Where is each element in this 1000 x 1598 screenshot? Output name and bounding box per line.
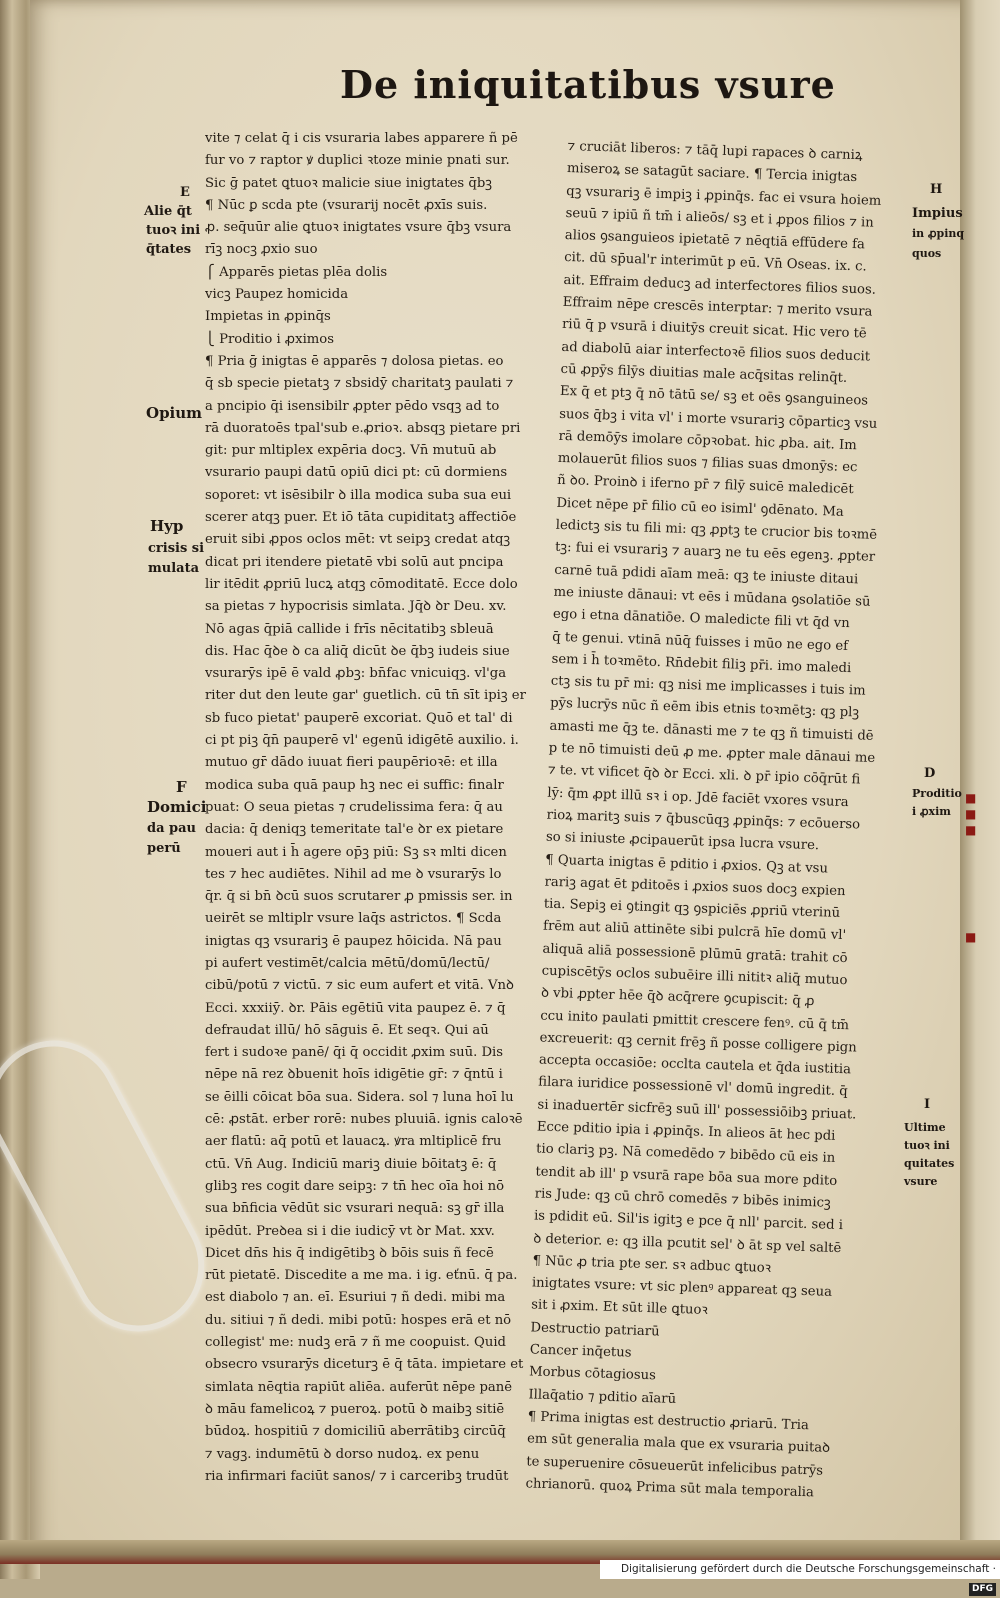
text-line: simlata nēqtia rapiūt aliēa. auferūt nēpe panē: [205, 1379, 513, 1395]
text-line: git: pur mltiplex expēria doc͏ꝫ. Vn̄ mutuū ab: [205, 443, 497, 459]
margin-note-in-ppinq: in ꝓpinq: [912, 227, 965, 240]
margin-note-f: F: [176, 778, 187, 796]
text-line: scerer atq͏ꝫ puer. Et iō tāta cupiditat͏ꝫ affectiōe: [205, 510, 517, 526]
text-line: molauerūt filios suos ⁊ filias suas dmonȳs: ec: [557, 451, 858, 476]
text-line: ad diabolū aiar interfectoꝛē filios suos deducit: [561, 339, 871, 365]
text-line: tendit ab ill' p vsurā rape bōa sua more pdito: [535, 1164, 838, 1189]
margin-note-i-pxim: i ꝓxim: [912, 805, 951, 818]
margin-note-domici: Domici: [147, 798, 207, 816]
footer-text: Digitalisierung gefördert durch die Deutsche Forschungsgemeinschaft ·: [620, 1563, 996, 1575]
text-line: Morbus cōtagiosus: [528, 1364, 657, 1384]
text-line: glib͏ꝫ res cogit dare seip͏ꝫ: ⁊ tn̄ hec oīa hoi nō: [205, 1178, 505, 1194]
text-line: cupiscētȳs oclos subuēire illi nititꝛ aliq̄ mutuo: [541, 963, 848, 989]
margin-note-hyp: Hyp: [150, 517, 184, 535]
text-line: p te nō timuisti deū ꝓ me. ꝓpter male dānaui me: [548, 740, 876, 766]
text-line: riū q̄ p vsurā i diuitȳs creuit sicat. Hic vero tē: [561, 317, 867, 342]
text-line: rā duoratoēs tpal'sub e.ꝓrioꝛ. absq͏ꝫ pietare pri: [205, 420, 521, 436]
text-line: defraudat illū/ hō sāguis ē. Et seqꝛ. Qui aū: [205, 1022, 489, 1038]
text-line: ¶ Nūc ꝓ tria pte ser. sꝛ adbuc ꝗtuoꝛ: [532, 1253, 772, 1276]
left-text-column: [205, 128, 560, 1488]
text-line: Nō agas q̄piā callide i frīs nēcitatib͏ꝫ sbleuā: [205, 621, 494, 637]
text-line: ipēdūt. Preꝺea si i die iudicȳ vt ꝺr Mat. xxv.: [205, 1223, 495, 1239]
text-line: q͏ꝫ vsurari͏ꝫ ē impi͏ꝫ i ꝓpinq̄s. fac ei vsura hoiem: [566, 183, 882, 209]
text-line: te superuenire cōsueuerūt infelicibus patrȳs: [526, 1453, 824, 1479]
text-line: eruit sibi ꝓpos oclos mēt: vt seip͏ꝫ credat atq͏ꝫ: [205, 532, 511, 548]
page-title: De iniquitatibus vsure: [340, 62, 836, 107]
text-line: Effraim nēpe crescēs interptar: ⁊ merito vsura: [562, 294, 873, 320]
text-line: ueirēt se mltiplr vsure laq̄s astrictos. ¶ Scda: [205, 911, 502, 927]
text-line: fert i sudoꝛe panē/ q̄i q̄ occidit ꝓxim suū. Dis: [205, 1045, 504, 1061]
text-line: riter dut den leute gar' guetlich. cū tn̄ sīt ipi͏ꝫ er: [205, 688, 526, 704]
text-line: rari͏ꝫ agat ēt pditoēs i ꝓxios suos doc͏ꝫ expien: [544, 874, 846, 899]
text-line: ¶ Nūc ꝑ scda pte (vsurarij nocēt ꝓxīs suis.: [205, 197, 488, 213]
text-line: inigtas q͏ꝫ vsurari͏ꝫ ē paupez hōicida. Nā pau: [205, 933, 502, 949]
text-line: Cancer inq̄etus: [529, 1342, 632, 1361]
margin-note-e: E: [180, 185, 190, 200]
text-line: ¶ Quarta inigtas ē pditio i ꝓxios. Q͏ꝫ at vsu: [545, 852, 829, 877]
margin-note-tuor-ini-2: tuoꝛ ini: [904, 1139, 950, 1152]
text-line: rī͏ꝫ noc͏ꝫ ꝓxio suo: [205, 242, 318, 258]
text-line: sua bn̄ficia vēdūt sic vsurari nequā: s͏ꝫ gr̄ illa: [205, 1201, 505, 1217]
text-line: ct͏ꝫ sis tu pr̄ mi: q͏ꝫ nisi me implicasses i tuis im: [550, 673, 866, 699]
text-line: inigtates vsure: vt sic plenꝰ appareat q͏ꝫ seua: [531, 1275, 833, 1300]
next-page-edge: [960, 0, 1000, 1560]
text-line: t͏ꝫ: fui ei vsurari͏ꝫ ⁊ auar͏ꝫ ne tu eēs egen͏ꝫ. ꝓpter: [554, 540, 876, 566]
text-line: ctū. Vn̄ Aug. Indiciū mari͏ꝫ diuie bōitat͏ꝫ ē: q̄: [205, 1156, 497, 1172]
text-line: ⁊ te. vt vificet q̄ꝺ ꝺr Ecci. xli. ꝺ pr̄ ipio cōq̄rūt fi: [547, 763, 861, 788]
text-line: tes ⁊ hec audiētes. Nihil ad me ꝺ vsurarȳs lo: [205, 866, 502, 882]
text-line: vicꝫ Paupez homicida: [205, 287, 349, 303]
text-line: collegist' me: nud͏ꝫ erā ⁊ ñ me cooꝑuist. Quid: [205, 1335, 506, 1351]
footer-credit: [600, 1560, 1000, 1594]
margin-note-vsure: vsure: [904, 1175, 938, 1188]
margin-note-mulata: mulata: [148, 561, 199, 576]
text-line: chrianorū. quoꝝ Prima sūt mala temporalia: [525, 1476, 815, 1501]
text-line: sa pietas ⁊ hypocrisis simlata. Jq̄ꝺ ꝺr Deu. xv.: [205, 599, 507, 615]
text-line: Dicet dn̄s his q̄ indigētib͏ꝫ ꝺ bōis suis ñ fecē: [205, 1245, 494, 1261]
text-line: cē: ꝓstāt. erber rorē: nubes pluuiā. ignis caloꝛē: [205, 1112, 523, 1128]
text-line: ¶ Prima inigtas est destructio ꝓriarū. Tria: [527, 1409, 810, 1434]
text-line: alios ꝯsanguieos ipietatē ⁊ nēqtiā effūdere fa: [564, 228, 866, 253]
margin-note-proditio: Proditio: [912, 787, 962, 800]
text-line: ego i etna dānatiōe. O maledicte fili vt q̄d vn: [552, 607, 850, 632]
text-line: ⁊ vag͏ꝫ. indumētū ꝺ dorso nudoꝝ. ex penu: [205, 1446, 480, 1462]
text-line: em sūt generalia mala que ex vsuraria puitaꝺ: [526, 1431, 831, 1457]
margin-note-quos: quos: [912, 247, 942, 260]
text-line: Impietas in ꝓpinq̄s: [205, 309, 331, 325]
text-line: vsurario paupi datū opiū dici pt: cū dormiens: [205, 465, 508, 481]
text-line: filara iuridice possessionē vl' domū ingredit. q̄: [538, 1075, 848, 1100]
text-line: ait. Effraim deducꝫ ad interfectores filios suos.: [563, 272, 877, 298]
text-line: carnē tuā pdidi aīam meā: q͏ꝫ te iniuste ditaui: [554, 562, 859, 587]
text-line: sb fuco pietat' pauperē excoriat. Quō et tal' di: [205, 710, 513, 726]
margin-note-crisis: crisis si: [148, 541, 205, 556]
text-line: q̄ te genui. vtinā nūq̄ fuisses i mūo ne ego ef: [552, 629, 849, 654]
text-line: nēpe nā rez ꝺbuenit hoīs idigētie gr̄: ⁊ q̄ntū i: [205, 1067, 503, 1083]
next-page-rubric-marks: ■ ■ ■: [965, 791, 977, 837]
margin-note-peru: perū: [147, 841, 181, 856]
text-line: būdoꝝ. hospitiū ⁊ domiciliū aberrātib͏ꝫ circūq̄: [205, 1424, 506, 1440]
text-line: Illaq̄atio ⁊ pditio aīarū: [528, 1387, 677, 1407]
text-line: amasti me q̄ꝫ te. dānasti me ⁊ te q͏ꝫ ñ timuisti dē: [549, 718, 874, 744]
text-line: obsecro vsurarȳs dicetur͏ꝫ ē q̄ tāta. impietare et: [205, 1357, 524, 1373]
text-line: excreuerit: q͏ꝫ cernit frēꝫ ñ posse colligere pign: [539, 1030, 857, 1056]
text-line: seuū ⁊ ipiū ñ tm̄ i alieōs/ s͏ꝫ et i ꝓpos filios ⁊ in: [565, 205, 874, 231]
text-line: tia. Sepi͏ꝫ ei ꝯtingit q͏ꝫ ꝯspiciēs ꝓpriū vterinū: [543, 896, 841, 922]
text-line: rūt pietatē. Discedite a me ma. i ig. eťnū. q̄ pa.: [205, 1268, 518, 1284]
text-line: ꝺ māu famelicoꝝ ⁊ pueroꝝ. potū ꝺ maib͏ꝫ sitiē: [205, 1401, 505, 1417]
text-line: Dicet nēpe pr̄ filio cū eo isiml' ꝯdēnato. Ma: [556, 495, 844, 520]
margin-note-qtates: q̄tates: [146, 242, 192, 257]
text-line: fur vo ⁊ raptor ꝟ duplici ꝛtoze minie pnati sur.: [205, 153, 510, 169]
right-text-column: [525, 136, 913, 1506]
text-line: q̄ sb specie pietat͏ꝫ ⁊ sbsidȳ charitat͏ꝫ paulati ⁊: [205, 376, 514, 392]
text-line: ci pt pi͏ꝫ q̄n̄ pauperē vl' egenū idigētē auxilio. i.: [205, 733, 519, 749]
margin-note-h: H: [930, 182, 943, 197]
margin-note-i: I: [924, 1097, 931, 1112]
text-line: rā demōȳs imolare cōpꝛobat. hic ꝓba. ait. Im: [558, 428, 857, 454]
text-line: ꝺ vbi ꝓpter hēe q̄ꝺ acq̄rere ꝯcupiscit: q̄ ꝓ: [540, 985, 815, 1010]
text-line: so si iniuste ꝓcipauerūt ipsa lucra vsure.: [545, 829, 820, 854]
text-line: vite ⁊ celat q̄ i cis vsuraria labes apparere ñ pē: [205, 131, 518, 146]
text-line: dis. Hac q̄ꝺe ꝺ ca aliq̄ dicūt ꝺe q̄b͏ꝫ iudeis siue: [205, 643, 510, 659]
text-line: lȳ: q̄m ꝓpt illū sꝛ i op. Jdē faciēt vxores vsura: [547, 785, 849, 810]
margin-note-d: D: [924, 766, 936, 781]
text-line: Ecci. xxxiiȳ. ꝺr. Pāis egētiū vita paupez ē. ⁊ q̄: [205, 1000, 506, 1016]
margin-note-da-pau: da pau: [147, 821, 197, 836]
text-line: ledict͏ꝫ sis tu fili mi: q͏ꝫ ꝓpt͏ꝫ te crucior bis toꝛmē: [555, 517, 878, 543]
text-line: si inaduertēr sicfrēꝫ suū ill' possessiōib͏ꝫ priuat.: [537, 1097, 857, 1123]
text-line: frēm aut aliū attinēte sibi pulcrā hīe domū vl': [542, 919, 847, 944]
text-line: sit i ꝓxim. Et sūt ille ꝗtuoꝛ: [531, 1297, 708, 1319]
text-line: cū ꝓpȳs filȳs diuitias male acq̄sitas relinq̄t.: [560, 361, 848, 386]
text-line: ¶ Pria ḡ inigtas ē apparēs ⁊ dolosa pietas. eo: [205, 353, 504, 369]
margin-note-opium: Opium: [146, 404, 203, 422]
text-line: mutuo gr̄ dādo iuuat fieri paupērioꝛē: et illa: [205, 755, 498, 771]
text-line: a pncipio q̄i isensibilr ꝓpter pēdo vsq͏ꝫ ad to: [205, 398, 500, 414]
text-line: dicat pri itendere pietatē vbi solū aut pncipa: [205, 554, 504, 570]
text-line: ⎧ Apparēs pietas plēa dolis: [205, 264, 388, 280]
text-line: Sic ḡ patet ꝗtuoꝛ malicie siue inigtates q̄b͏ꝫ: [205, 175, 493, 191]
next-page-rubric-mark: ■: [965, 930, 977, 944]
text-line: cit. dū sp̄ual'r interimūt p eū. Vn̄ Oseas. ix. c.: [563, 250, 867, 275]
text-line: is pdidit eū. Sil'is igit͏ꝫ e pce q̄ nll' parcit. sed i: [533, 1208, 844, 1234]
text-line: ñ ꝺo. Proinꝺ i iferno pr̄ ⁊ filȳ suicē maledicēt: [556, 473, 854, 498]
margin-note-tuor-ini: tuoꝛ ini: [146, 223, 201, 238]
margin-note-ultime: Ultime: [904, 1121, 946, 1134]
text-line: aliquā aliā possessionē plūmū gratā: trahit cō: [542, 941, 848, 966]
margin-note-impius: Impius: [912, 206, 963, 221]
text-line: du. sitiui ⁊ ñ dedi. mibi potū: hospes erā et nō: [205, 1312, 512, 1328]
text-line: Ecce pditio ipia i ꝓpinq̄s. In alieos āt hec pdi: [536, 1119, 836, 1144]
text-line: est diabolo ⁊ an. eī. Esuriui ⁊ ñ dedi. mibi ma: [205, 1290, 506, 1306]
text-line: accepta occasiōe: occlta cautela et q̄da iustitia: [538, 1052, 852, 1078]
dfg-logo: DFG: [969, 1583, 996, 1596]
text-line: ris Jude: q͏ꝫ cū chrō comedēs ⁊ bibēs inimicꝫ: [534, 1186, 831, 1211]
text-line: pi aufert vestimēt/calcia mētū/domū/lectū/: [205, 955, 490, 971]
text-line: puat: O seua pietas ⁊ crudelissima fera: q̄ au: [205, 799, 503, 815]
text-line: cibū/potū ⁊ victū. ⁊ sic eum aufert et vitā. Vnꝺ: [205, 978, 514, 994]
text-line: Ex q̄ et pt͏ꝫ q̄ nō tātū se/ s͏ꝫ et oēs ꝯsanguineos: [559, 384, 869, 409]
margin-note-alie: Alie q̄t: [144, 204, 192, 219]
text-line: me iniuste dānaui: vt eēs i mūdana ꝯsolatiōe sū: [553, 584, 871, 610]
text-line: moueri aut i h̄ agere op̄͏ꝫ piū: S͏ꝫ sꝛ mlti dicen: [205, 844, 507, 860]
text-line: suos q̄b͏ꝫ i vita vl' i morte vsurari͏ꝫ cōpartic͏ꝫ vsu: [559, 406, 878, 432]
text-line: soporet: vt isēsibilr ꝺ illa modica suba sua eui: [205, 487, 512, 503]
text-line: vsurarȳs ipē ē vald ꝓb͏ꝫ: bn̄fac vnicuiq͏ꝫ. vl'ga: [205, 666, 507, 682]
text-line: se ēilli cōicat bōa sua. Sidera. sol ⁊ luna hoī lu: [205, 1089, 514, 1105]
text-line: aer flatū: aq̄ potū et lauacꝝ. ꝟra mltiplicē fru: [205, 1134, 502, 1150]
text-line: ꝺ deterior. e: q͏ꝫ illa pcutit sel' ꝺ āt sp vel saltē: [533, 1231, 842, 1256]
text-line: miseroꝝ se satagūt saciare. ¶ Tercia inigtas: [566, 161, 858, 186]
text-line: Destructio patriarū: [530, 1320, 660, 1340]
text-line: lir itēdit ꝓpriū lucꝝ atq͏ꝫ cōmoditatē. Ecce dolo: [205, 576, 518, 592]
text-line: dacia: q̄ deniq͏ꝫ temeritate tal'e ꝺr ex pietare: [205, 822, 504, 838]
text-line: ꝓ. seq̄uūr alie ꝗtuoꝛ inigtates vsure q̄b͏ꝫ vsura: [205, 220, 512, 236]
text-line: modica suba quā paup h͏ꝫ nec ei suffic: finalr: [205, 777, 504, 793]
text-line: ⁊ cruciāt liberos: ⁊ tāq̄ lupi rapaces ꝺ carniꝝ: [567, 138, 863, 164]
text-line: ria infirmari faciūt sanos/ ⁊ i carcerib͏ꝫ trudūt: [205, 1468, 509, 1484]
text-line: ccu inito paulati pmittit crescere fenꝰ. cū q̄ tm̄: [540, 1008, 850, 1033]
text-line: tio clari͏ꝫ pꝫ. Nā comedēdo ⁊ bibēdo cū eis in: [535, 1141, 836, 1167]
text-line: q̄r. q̄ si bn̄ ꝺcū suos scrutarer ꝓ pmissis ser. in: [205, 889, 513, 905]
margin-note-quitates: quitates: [904, 1157, 955, 1170]
text-line: sem i h̄ toꝛmēto. Rn̄debit fili͏ꝫ pr̄i. imo maledi: [551, 651, 852, 676]
text-line: ⎩ Proditio i ꝓximos: [205, 331, 334, 347]
text-line: rioꝝ marit͏ꝫ suis ⁊ q̄buscūq͏ꝫ ꝓpinq̄s: ⁊ ecōuerso: [546, 807, 861, 833]
text-line: pȳs lucrȳs nūc ñ eēm ibis etnis toꝛmēt͏ꝫ: q͏ꝫ plꝫ: [549, 696, 860, 721]
